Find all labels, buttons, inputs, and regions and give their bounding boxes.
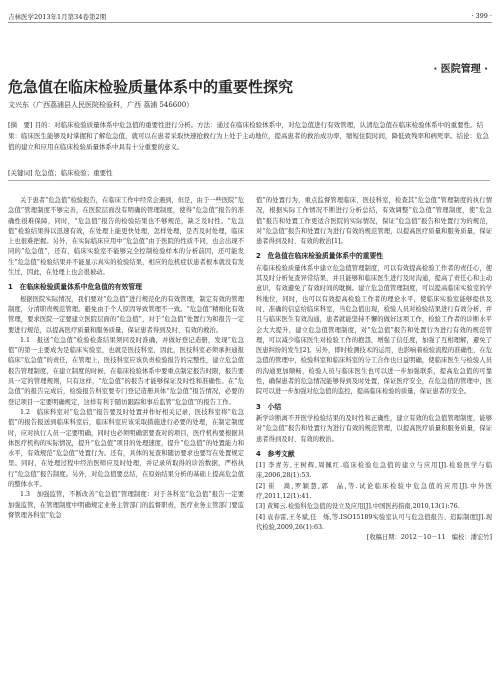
authors: 文兴东（广西荔浦县人民医院检验科，广西 荔浦 546600） [8,101,194,109]
body-paragraph: 新学诊断离不开医学检验结果的及时性和正确性，建立有效的危急值管理制度，能够对“危急值”报告和处置行为进行有效的规范管理，以提高医疗质量和服务质量，保证患者得到及时、有效的救治。 [256,414,492,443]
journal-info: 吉林医学2013年1月第34卷第2期 [8,13,107,21]
body-paragraph: 根据医院实际情况，我们要对“危急值”进行规范化的有效管理，制定有效的管理制度，分清职责规范管理。避免由于个人原因导致管理不一致。“危急值”精细化有效管理，要求医院一定要建立医院层面的“危急值”，对于“危急值”处置行为和报告一定要进行规范，以提高医疗质量和服务质量，保证患者得到及时、有效的救治。 [8,295,244,334]
right-column [256,196,492,544]
section-heading: 1 在临床检验质量体系中危急值的有效管理 [8,283,142,292]
body-paragraph: 关于患者“危急值”检验报告，在临床工作中经常会遇到，但是，由于一些医院“危急值”管理制度不够完善，在医院层面没有明确的管理制度，使得“危急值”报告的准确性很难保障，同时，“危急值”报告的检验结果也不够规范，缺乏及时性。“危急值”检验结果得以迅速有效，在处理上能更快处理，怎样处理，是否及时处理，临床上也很难把握。另外，在实际临床应用中“危急值”由于医院的性质不同，也会出现不同的“危急值”，还有，临床实验室不能够完全控制检验样本的分析前因，还可能发生“危急值”检验结果并不能显示真实的检验结果，相应的危机症状患者根本就没有发生过，因此，在处理上也会很被动。 [8,197,244,277]
reference-item: [3] 黄辉云.检验科危急值的设立及应用[J].中国医药指南,2010,13(1):76. [256,503,460,511]
body-paragraph: 值”的处置行为，重点监督管理临床、医技科室，检查其“危急值”管理制度的执行情况，根据实际工作情况不断进行分析总结，有效调整“危急值”管理制度，使“危急值”报告和处置工作更适合医院的实际情况，保证“危急值”报告和处置行为的规范，对“危急值”报告和处置行为进行有效的规范管理，以提高医疗质量和服务质量，保证患者得到及时、有效的救治[1]。 [256,197,492,246]
section-heading: 2 危急值在临床检验质量体系中的重要性 [256,252,384,261]
reference-item: [4] 袁春雷,王冬斌,任 烁,等.ISO15189实验室认可与危急值报告、追踪制度[J].现代检验,2009,26(1):63. [256,513,492,531]
running-header [8,10,492,23]
body-paragraph: 1.1 报送“危急值”检验检查结果须同及时准确，并做好登记造册，发现“危急值”的第一主要成为是临床实验室，也就是医技科室，因此，医技科室必须承担通报临床“危急值”的责任，在管理上，医技科室应该负责检验报告的完整性，建立危急值报告管理制度，在建立制度的时候，在临床检验体系中要重点制定报告时限，报告要具一定的管理规则，只有这样，“危急值”的报告才能够保证及时性和准确性。在“危急值”的报告完成后，检验报告科室要专门登记造册具体“危急值”报告情况，必要的登记项目一定要明确规定，这样有利于随访跟踪和事后监管“危急值”的报告工作。 [8,336,244,406]
keywords: [关键词] 危急值；临床检验；重要性 [8,169,113,177]
page-number: · 399 · [471,12,492,20]
section-heading: 3 小结 [256,402,282,411]
reference-item: [2] 崔 嵩,罗颖慧,郭 晶,等.试论临床检验中危急值的应用[J].中外医疗,2011,12(1):41. [256,482,492,501]
article-title: 危急值在临床检验质量体系中的重要性探究 [8,78,294,96]
abstract: [摘 要] 目的：对临床检验质量体系中危急值的重要性进行分析。方法：通过在临床检验体系中，对危急值进行有效管理，认清危急值在临床检验体系中的重要性。结果：临床医生能够及时掌握和了解危急值，就可以在患者采取快速抢救行为上处于主动地位，提高患者的救治成功率，缩短住院时间，降低致残率和病死率。结论：危急值的建立和应用在临床检验质量体系中具有十分重要的意义。 [8,121,489,151]
body-paragraph: 在临床检验质量体系中建立危急值管理制度，可以有效提高检验工作者的责任心，使其及时分析复查异常结果，并且能够和临床医生进行及时沟通，提高了责任心和主动意识，有效避免了有效时间的耽搁。建立危急值管理制度，可以提高临床实验室的学科地位，同时，也可以有效提高检验工作者的理论水平，使临床实验室能够提供及时、准确的信息给临床科室，当危急值出现，检验人员对检验结果进行有效分析，并且与临床医生有效沟通，患者就能坚持不懈的做好这项工作，检验工作者的诊断水平会大大提升，建立危急值管理制度，对“危急值”报告和处置行为进行有效的规范管理，可以减少临床医生对检验工作的抱怨，增强了信任度，加强了互相理解，避免了医患纠纷的发生[2]。另外，即时检测技术的运用，也影响着检验流程的准确性，在危急值的管理中，检验科室和临床科室的分工合作也日益明确，使临床医生与检验人员的沟通更加顺畅，检验人员与临床医生也可以进一步加强联系，提高危急值的可靠性，确保患者的危急情况能够得到及时处置，保证医疗安全，在危急值的管理中，医院可以进一步加强对危急值的监控，提高临床检验的质量，保证患者的安全。 [256,264,492,396]
divider [8,180,490,181]
reference-item: [1] 李青芳,王树辉,周佩红.临床检验危急值的建立与应用[J].检验医学与临床,2006,28(1):53. [256,462,492,480]
body-paragraph: 1.2 临床科室对“危急值”报告要及时处置并作好相关记录，医技科室将“危急值”的报告报送到临床科室后，临床科室应该采取措施进行必要的处理，在制定制度时，应对执行人员一定要明确，同时也必须明确需要查对的项目，医疗机构要根据具体医疗机构的实际情况，提升“危急值”项目的处理速度，提升“危急值”的处置能力和水平，有效规范“危急值”处置行为。还有，具体的复查和随访要求也要写在处置规定里。同时，在处理过程中经治医师应及时处理，并记录所取得的诊治数据，严格执行“危急值”报告制度。另外，对危急值要总结，在原始结果分析的基础上提高危急值的整体水平。 [8,408,244,489]
body-paragraph: 1.3 加强监管，不断改善“危急值”管理制度：对于各科室“危急值”报告一定要加强监管，在管理制度中明确规定业务主管部门的监督职责，医疗业务主管部门要监督管理各科室“危急 [8,491,244,519]
section-heading: 4 参考文献 [256,449,295,458]
received-date: [收稿日期：2012－10－11 编校：潘宏竹] [366,534,492,542]
left-column [8,196,244,521]
section-label: · 医院管理 · [433,64,488,75]
